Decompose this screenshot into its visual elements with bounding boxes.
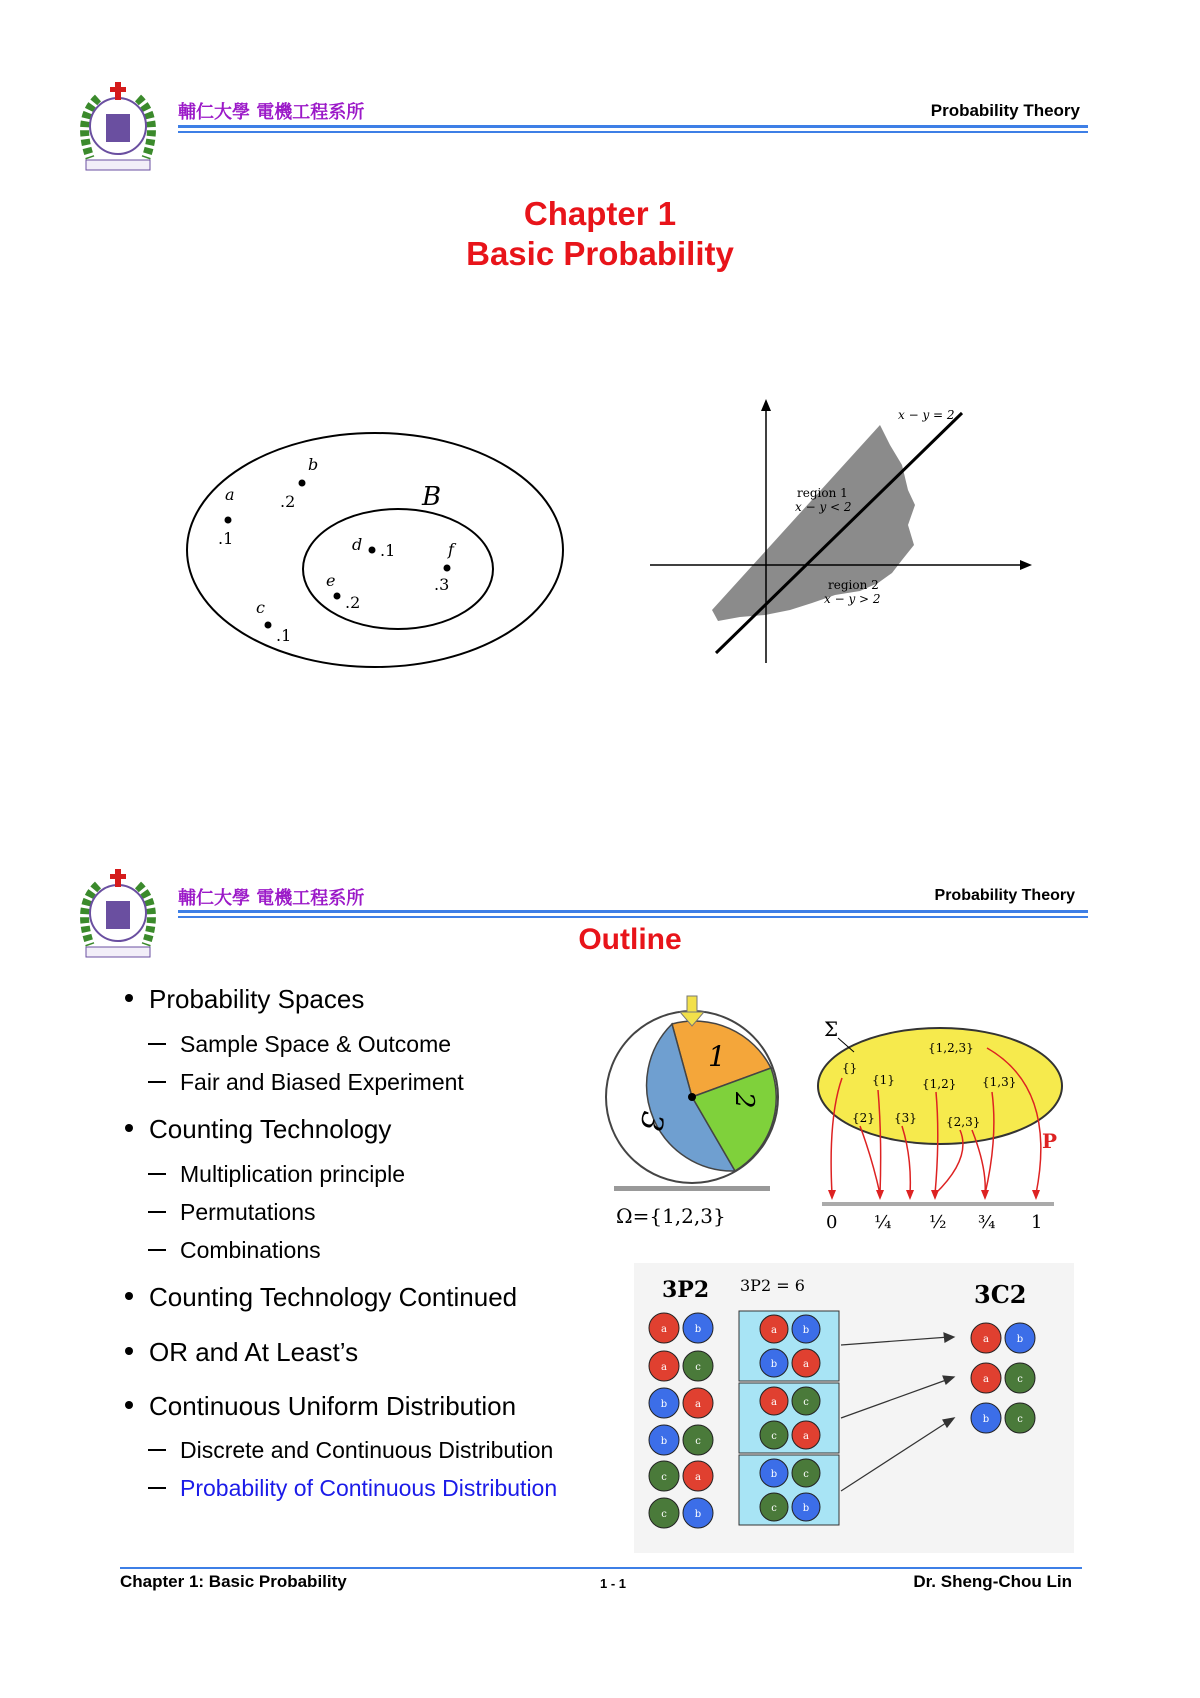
svg-text:a: a — [803, 1359, 809, 1370]
svg-text:d: d — [352, 535, 363, 554]
set-b-label: B — [422, 482, 442, 512]
svg-text:c: c — [695, 1436, 701, 1447]
header-rule — [178, 125, 1088, 128]
venn-point-e — [326, 571, 360, 612]
svg-text:c: c — [771, 1503, 777, 1514]
spinner-sector-3: 3 — [632, 1108, 671, 1134]
outline-item: Probability Spaces — [125, 984, 364, 1014]
course-title: Probability Theory — [930, 101, 1080, 120]
svg-text:c: c — [803, 1397, 809, 1408]
svg-text:b: b — [802, 1325, 810, 1336]
region2-condition: x − y > 2 — [824, 592, 881, 606]
svg-text:b: b — [660, 1436, 668, 1447]
svg-text:c: c — [803, 1469, 809, 1480]
svg-text:½: ½ — [929, 1212, 947, 1233]
outline-subitem: Permutations — [148, 1198, 316, 1226]
svg-text:{1,3}: {1,3} — [982, 1075, 1017, 1089]
svg-text:a: a — [771, 1397, 777, 1408]
svg-text:.2: .2 — [280, 492, 296, 511]
venn-point-b — [280, 455, 318, 511]
region2-label: region 2 — [828, 578, 879, 592]
svg-text:1: 1 — [1031, 1212, 1043, 1233]
spinner-figure — [600, 988, 780, 1238]
course-title: Probability Theory — [934, 887, 1075, 904]
svg-text:{1,2,3}: {1,2,3} — [928, 1041, 974, 1055]
chapter-subtitle: Basic Probability — [466, 235, 734, 272]
region1-label: region 1 — [797, 486, 848, 500]
svg-text:c: c — [661, 1472, 667, 1483]
region-diagram — [640, 395, 1040, 665]
venn-point-a — [218, 485, 235, 548]
venn-point-f — [434, 540, 457, 594]
svg-text:b: b — [770, 1469, 778, 1480]
outline-subitem: Fair and Biased Experiment — [148, 1068, 464, 1096]
svg-text:{2}: {2} — [852, 1111, 875, 1125]
header-rule-thin — [178, 131, 1088, 133]
svg-text:.3: .3 — [434, 575, 450, 594]
svg-text:.2: .2 — [345, 593, 361, 612]
line-label: x − y = 2 — [898, 408, 955, 422]
svg-text:e: e — [326, 571, 336, 590]
outline-item: Counting Technology — [125, 1114, 391, 1144]
svg-text:{3}: {3} — [894, 1111, 917, 1125]
outline-item: OR and At Least’s — [125, 1337, 358, 1367]
probability-scale — [826, 1212, 1042, 1233]
svg-text:a: a — [803, 1431, 809, 1442]
spinner-sector-2: 2 — [729, 1092, 759, 1109]
header-rule — [178, 910, 1088, 913]
footer-chapter: Chapter 1: Basic Probability — [120, 1572, 347, 1591]
svg-text:a: a — [661, 1362, 667, 1373]
outline-subitem: Sample Space & Outcome — [148, 1030, 451, 1058]
svg-text:¼: ¼ — [874, 1212, 892, 1233]
region1-condition: x − y < 2 — [795, 500, 852, 514]
sigma-label: Σ — [824, 1017, 839, 1041]
footer-rule — [120, 1567, 1082, 1569]
combination-label: 3C2 — [974, 1280, 1027, 1309]
svg-text:b: b — [770, 1359, 778, 1370]
svg-text:c: c — [1017, 1414, 1023, 1425]
svg-text:c: c — [1017, 1374, 1023, 1385]
permutation-count-label: 3P2 = 6 — [740, 1276, 805, 1295]
outline-subitem-link[interactable]: Probability of Continuous Distribution — [148, 1474, 557, 1502]
svg-text:a: a — [225, 485, 235, 504]
svg-text:b: b — [694, 1509, 702, 1520]
svg-text:{}: {} — [842, 1061, 858, 1075]
svg-text:c: c — [771, 1431, 777, 1442]
outline-title: Outline — [578, 923, 682, 956]
svg-text:a: a — [983, 1334, 989, 1345]
sample-space-label: Ω={1,2,3} — [616, 1204, 726, 1228]
svg-text:c: c — [695, 1362, 701, 1373]
p-measure-label: P — [1042, 1129, 1058, 1153]
perm-boxes — [739, 1311, 839, 1525]
university-logo-icon — [68, 865, 168, 973]
svg-text:.1: .1 — [218, 529, 234, 548]
header-rule-thin — [178, 916, 1088, 918]
svg-text:a: a — [771, 1325, 777, 1336]
svg-text:c: c — [256, 598, 265, 617]
permutation-label: 3P2 — [662, 1277, 710, 1303]
venn-diagram — [180, 420, 570, 680]
svg-text:{1,2}: {1,2} — [922, 1077, 957, 1091]
permutation-figure — [634, 1263, 1074, 1553]
footer-author: Dr. Sheng-Chou Lin — [913, 1572, 1072, 1591]
svg-text:0: 0 — [826, 1212, 838, 1233]
page-number: 1 - 1 — [600, 1576, 627, 1591]
outline-item: Counting Technology Continued — [125, 1282, 517, 1312]
svg-text:b: b — [982, 1414, 990, 1425]
venn-point-c — [256, 598, 291, 645]
svg-text:c: c — [661, 1509, 667, 1520]
svg-text:b: b — [802, 1503, 810, 1514]
svg-text:a: a — [983, 1374, 989, 1385]
university-logo-icon — [68, 78, 168, 186]
svg-text:.1: .1 — [380, 541, 396, 560]
svg-text:f: f — [448, 540, 454, 559]
probability-measure-figure — [812, 1008, 1072, 1233]
chapter-title: Chapter 1 — [523, 195, 677, 232]
svg-text:a: a — [661, 1324, 667, 1335]
svg-text:.1: .1 — [276, 626, 292, 645]
outline-subitem: Combinations — [148, 1236, 321, 1264]
venn-point-d — [352, 535, 395, 560]
svg-text:a: a — [695, 1399, 701, 1410]
svg-text:{1}: {1} — [872, 1073, 895, 1087]
university-name: 輔仁大學 電機工程系所 — [178, 888, 365, 909]
outline-subitem: Multiplication principle — [148, 1160, 405, 1188]
university-name: 輔仁大學 電機工程系所 — [178, 102, 365, 123]
svg-text:b: b — [308, 455, 319, 474]
outline-item: Continuous Uniform Distribution — [125, 1391, 516, 1421]
svg-text:b: b — [660, 1399, 668, 1410]
svg-text:¾: ¾ — [978, 1212, 996, 1233]
outline-subitem: Discrete and Continuous Distribution — [148, 1436, 553, 1464]
svg-text:b: b — [694, 1324, 702, 1335]
svg-text:b: b — [1016, 1334, 1024, 1345]
svg-text:a: a — [695, 1472, 701, 1483]
svg-text:{2,3}: {2,3} — [946, 1115, 981, 1129]
spinner-sector-1: 1 — [708, 1040, 726, 1073]
